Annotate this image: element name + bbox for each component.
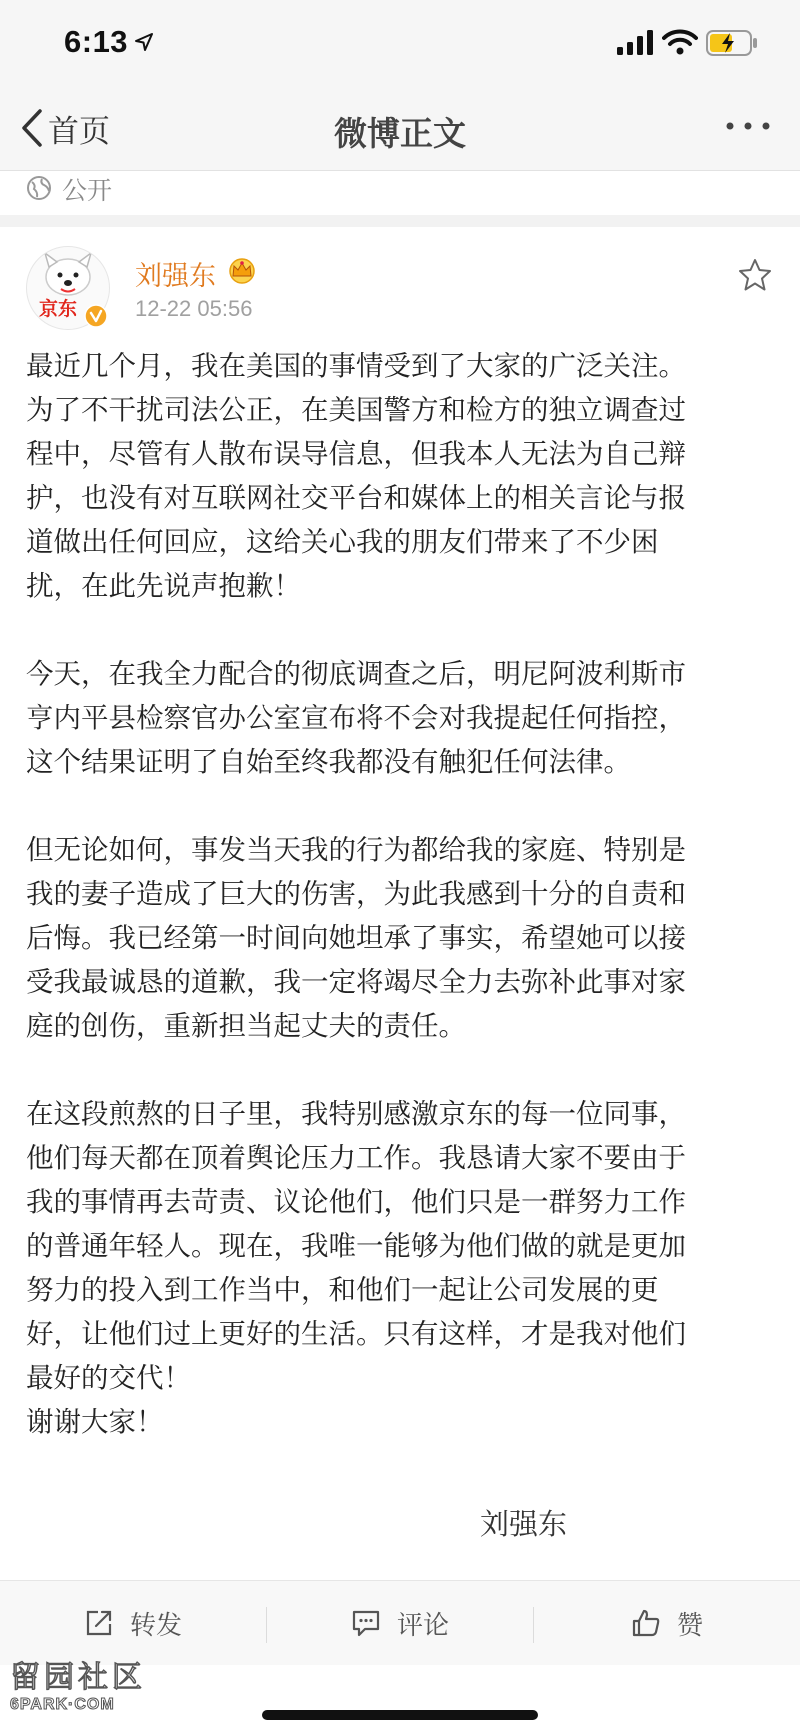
- share-arrow-icon: [84, 1608, 114, 1638]
- post-text-line: 在这段煎熬的日子里，我特别感激京东的每一位同事，: [26, 1098, 686, 1130]
- post-text-line: 道做出任何回应，这给关心我的朋友们带来了不少困: [26, 526, 659, 558]
- post-text-line: 这个结果证明了自始至终我都没有触犯任何法律。: [26, 746, 631, 778]
- author-name[interactable]: 刘强东: [135, 261, 216, 292]
- battery-icon: [706, 30, 758, 56]
- post-text-line: 但无论如何，事发当天我的行为都给我的家庭、特别是: [26, 834, 686, 866]
- post-text-line: 最近几个月，我在美国的事情受到了大家的广泛关注。: [26, 350, 686, 382]
- status-bar: [0, 0, 800, 86]
- post-paragraph: [26, 344, 778, 608]
- page-title: 微博正文: [334, 114, 466, 153]
- post-text-line: 好，让他们过上更好的生活。只有这样，才是我对他们: [26, 1318, 686, 1350]
- post-text-line: 为了不干扰司法公正，在美国警方和检方的独立调查过: [26, 394, 686, 426]
- repost-label: 转发: [129, 1610, 182, 1641]
- watermark-bottom: 6PARK·COM: [10, 1696, 115, 1713]
- navigation-bar: [0, 86, 800, 171]
- post-text-line: 受我最诚恳的道歉，我一定将竭尽全力去弥补此事对家: [26, 966, 686, 998]
- watermark: [10, 1652, 160, 1716]
- comment-label: 评论: [396, 1610, 449, 1641]
- post-text-line: 亨内平县检察官办公室宣布将不会对我提起任何指控，: [26, 702, 686, 734]
- visibility-label: 公开: [62, 176, 113, 205]
- comment-button[interactable]: [267, 1581, 533, 1665]
- more-options-icon[interactable]: [724, 114, 772, 138]
- post-paragraph: [26, 1092, 778, 1444]
- post-timestamp: 12-22 05:56: [135, 296, 253, 321]
- avatar-brand-text: 京东: [39, 298, 78, 320]
- visibility-row: [0, 171, 800, 215]
- status-time: 6:13: [64, 24, 129, 59]
- globe-icon: [26, 175, 52, 201]
- comment-bubble-icon: [351, 1608, 381, 1638]
- section-divider: [0, 215, 800, 227]
- verified-badge-icon: [84, 304, 108, 328]
- post-text-line: 最好的交代！: [26, 1362, 191, 1394]
- post-text-line: 今天，在我全力配合的彻底调查之后，明尼阿波利斯市: [26, 658, 686, 690]
- post-text-line: 谢谢大家！: [26, 1406, 164, 1438]
- watermark-top: 留园社区: [10, 1660, 146, 1695]
- crown-vip-icon: [226, 254, 258, 286]
- cellular-signal-icon: [617, 30, 655, 56]
- like-button[interactable]: [534, 1581, 800, 1665]
- post-text-line: 我的妻子造成了巨大的伤害，为此我感到十分的自责和: [26, 878, 686, 910]
- post-text-line: 他们每天都在顶着舆论压力工作。我恳请大家不要由于: [26, 1142, 686, 1174]
- back-label: 首页: [48, 113, 110, 150]
- post-text-line: 努力的投入到工作当中，和他们一起让公司发展的更: [26, 1274, 659, 1306]
- post-text-line: 庭的创伤，重新担当起丈夫的责任。: [26, 1010, 466, 1042]
- post-text-line: 后悔。我已经第一时间向她坦承了事实，希望她可以接: [26, 922, 686, 954]
- location-arrow-icon: [134, 32, 154, 52]
- post-paragraph: [26, 828, 778, 1048]
- thumbs-up-icon: [631, 1608, 661, 1638]
- wifi-icon: [662, 28, 698, 56]
- post-text-line: 的普通年轻人。现在，我唯一能够为他们做的就是更加: [26, 1230, 686, 1262]
- post-paragraph: [26, 652, 778, 784]
- post-body: [26, 344, 778, 1488]
- post-text-line: 扰，在此先说声抱歉！: [26, 570, 301, 602]
- like-label: 赞: [676, 1610, 703, 1641]
- star-favorite-icon[interactable]: [738, 258, 772, 292]
- post-text-line: 我的事情再去苛责、议论他们，他们只是一群努力工作: [26, 1186, 686, 1218]
- post-text-line: 护，也没有对互联网社交平台和媒体上的相关言论与报: [26, 482, 686, 514]
- post-signature: 刘强东: [480, 1507, 568, 1541]
- post-text-line: 程中，尽管有人散布误导信息，但我本人无法为自己辩: [26, 438, 686, 470]
- home-indicator: [262, 1710, 538, 1720]
